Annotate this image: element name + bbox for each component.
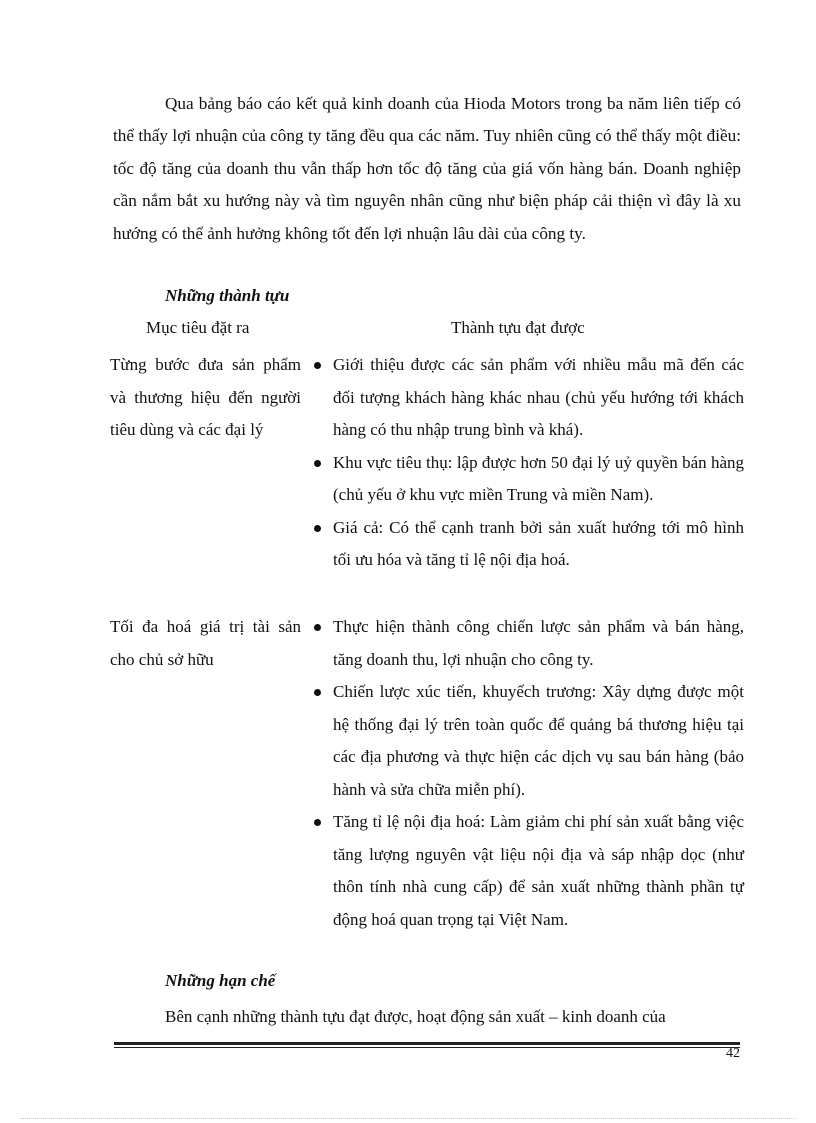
result-text: Giá cả: Có thể cạnh tranh bởi sản xuất hướng tới mô hình tối ưu hóa và tăng tỉ lệ nội địa hoá. (333, 517, 744, 569)
bullet-icon (314, 624, 321, 631)
bullet-icon (314, 460, 321, 467)
result-item (314, 447, 744, 512)
result-item (314, 806, 744, 936)
page-bottom-divider (20, 1118, 796, 1119)
footer-rule-thin (114, 1047, 740, 1048)
closing-paragraph: Bên cạnh những thành tựu đạt được, hoạt động sản xuất – kinh doanh của (165, 1007, 666, 1026)
page-number: 42 (726, 1046, 740, 1061)
result-text: Chiến lược xúc tiến, khuyếch trương: Xây dựng được một hệ thống đại lý trên toàn quốc để quảng bá thương hiệu tại các địa phương và thực hiện các dịch vụ sau bán hàng (bảo hành và sửa chữa miễn phí). (333, 682, 744, 799)
result-text: Giới thiệu được các sản phẩm với nhiều mẫu mã đến các đối tượng khách hàng khác nhau (chủ yếu hướng tới khách hàng có thu nhập trung bình và khá). (333, 355, 744, 439)
bullet-icon (314, 362, 321, 369)
result-text: Thực hiện thành công chiến lược sản phẩm và bán hàng, tăng doanh thu, lợi nhuận cho công ty. (333, 617, 744, 669)
result-column-header: Thành tựu đạt được (451, 318, 585, 337)
result-item (314, 611, 744, 676)
goal-column-header: Mục tiêu đặt ra (146, 318, 250, 337)
achievements-heading: Những thành tựu (165, 286, 290, 305)
goal-cell: Tối đa hoá giá trị tài sản cho chủ sở hữu (110, 617, 301, 669)
result-list (314, 349, 744, 577)
bullet-icon (314, 525, 321, 532)
result-list (314, 611, 744, 936)
result-item (314, 349, 744, 447)
result-text: Tăng tỉ lệ nội địa hoá: Làm giảm chi phí sản xuất bằng việc tăng lượng nguyên vật liệu nội địa và sáp nhập dọc (như thôn tính nhà cung cấp) để sản xuất những thành phần tự động hoá quan trọng tại Việt Nam. (333, 812, 744, 929)
intro-paragraph: Qua bảng báo cáo kết quả kinh doanh của Hioda Motors trong ba năm liên tiếp có thể thấy lợi nhuận của công ty tăng đều qua các năm. Tuy nhiên cũng có thể thấy một điều: tốc độ tăng của doanh thu vẫn thấp hơn tốc độ tăng của giá vốn hàng bán. Doanh nghiệp cần nắm bắt xu hướng này và tìm nguyên nhân cũng như biện pháp cải thiện vì đây là xu hướng có thể ảnh hưởng không tốt đến lợi nhuận lâu dài của công ty. (113, 94, 741, 243)
limits-heading: Những hạn chế (165, 971, 276, 990)
result-item (314, 676, 744, 806)
result-item (314, 512, 744, 577)
footer-rule (114, 1042, 740, 1045)
bullet-icon (314, 689, 321, 696)
bullet-icon (314, 819, 321, 826)
goal-cell: Từng bước đưa sản phẩm và thương hiệu đến người tiêu dùng và các đại lý (110, 355, 301, 439)
result-text: Khu vực tiêu thụ: lập được hơn 50 đại lý uỷ quyền bán hàng (chủ yếu ở khu vực miền Trung và miền Nam). (333, 452, 744, 504)
